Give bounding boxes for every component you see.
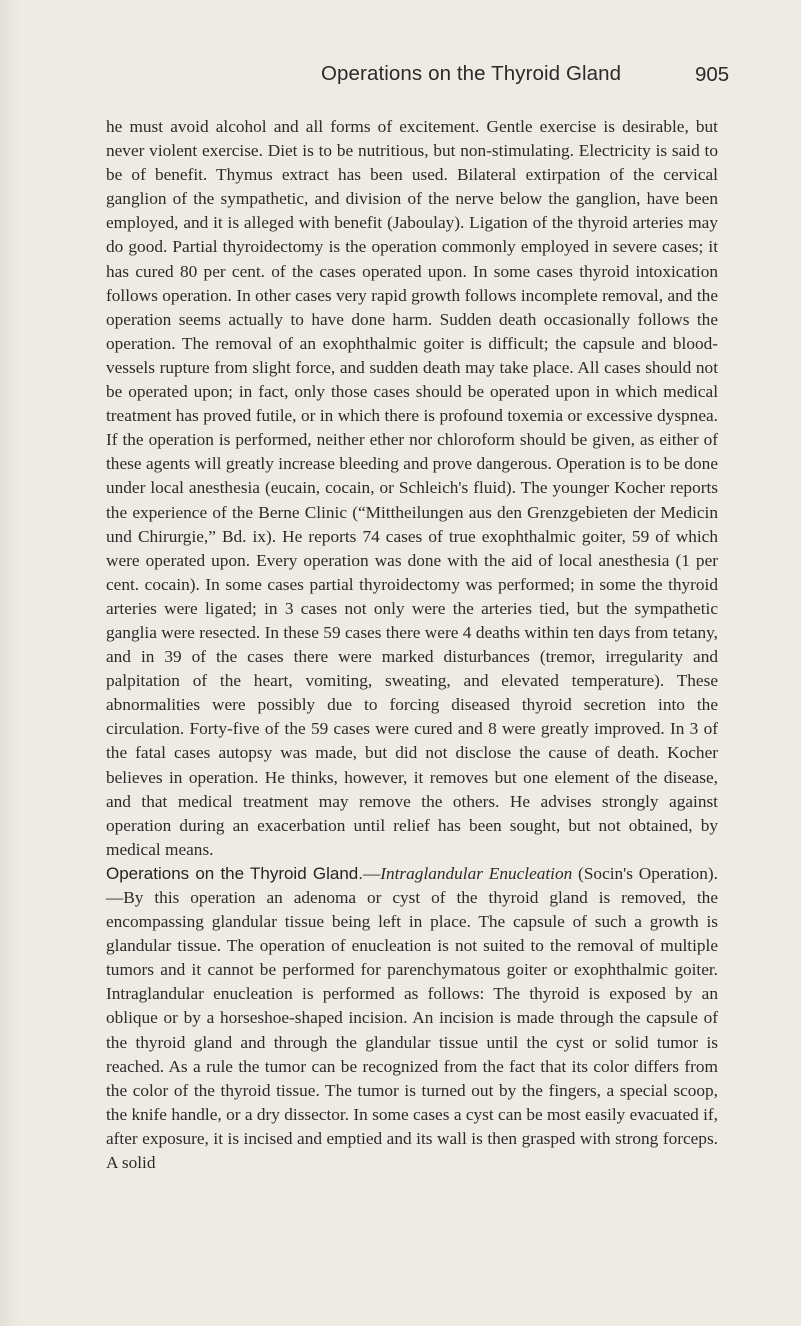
section-heading: Operations on the Thyroid Gland. [106,863,363,883]
body-text [106,115,718,1175]
paragraph-body: he must avoid alcohol and all forms of excitement. Gentle exercise is desirable, but never violent exercise. Diet is to be nutritious, but non-stimulating. Electricity is said to be of benefit. Thymus extract has been used. Bilateral extirpation of the cervical ganglion of the sympathetic, and division of the nerve below the ganglion, have been employed, and it is alleged with benefit (Jaboulay). Ligation of the thyroid arteries may do good. Partial thyroidectomy is the operation commonly employed in severe cases; it has cured 80 per cent. of the cases operated upon. In some cases thyroid intoxication follows operation. In other cases very rapid growth follows incomplete removal, and the operation seems actually to have done harm. Sudden death occasionally follows the operation. The removal of an exophthalmic goiter is difficult; the capsule and blood-vessels rupture from slight force, and sudden death may take place. All cases should not be operated upon; in fact, only those cases should be operated upon in which medical treatment has proved futile, or in which there is profound toxemia or excessive dyspnea. If the operation is performed, neither ether nor chloroform should be given, as either of these agents will greatly increase bleeding and prove dangerous. Operation is to be done under local anesthesia (eucain, cocain, or Schleich's fluid). The younger Kocher reports the experience of the Berne Clinic (“Mittheilungen aus den Grenzgebieten der Medicin und Chirurgie,” Bd. ix). He reports 74 cases of true exophthalmic goiter, 59 of which were operated upon. Every operation was done with the aid of local anesthesia (1 per cent. cocain). In some cases partial thyroidectomy was performed; in some the thyroid arteries were ligated; in 3 cases not only were the arteries tied, but the sympathetic ganglia were resected. In these 59 cases there were 4 deaths within ten days from tetany, and in 39 of the cases there were marked disturbances (tremor, irregularity and palpitation of the heart, vomiting, sweating, and elevated temperature). These abnormalities were possibly due to forcing diseased thyroid secretion into the circulation. Forty-five of the 59 cases were cured and 8 were greatly improved. In 3 of the fatal cases autopsy was made, but did not disclose the cause of death. Kocher believes in operation. He thinks, however, it removes but one element of the disease, and that medical treatment may remove the others. He advises strongly against operation during an exacerbation until relief has been sought, but not obtained, by medical means. [106,117,718,859]
section-body: —By this operation an adenoma or cyst of the thyroid gland is removed, the encompassing glandular tissue being left in place. The capsule of such a growth is glandular tissue. The operation of enucleation is not suited to the removal of multiple tumors and it cannot be performed for parenchymatous goiter or exophthalmic goiter. Intraglandular enucleation is performed as follows: The thyroid is exposed by an oblique or by a horseshoe-shaped incision. An incision is made through the capsule of the thyroid gland and through the glandular tissue until the cyst or solid tumor is reached. As a rule the tumor can be recognized from the fact that its color differs from the color of the thyroid tissue. The tumor is turned out by the fingers, a special scoop, the knife handle, or a dry dissector. In some cases a cyst can be most easily evacuated if, after exposure, it is incised and emptied and its wall is then grasped with strong forceps. A solid [106,888,718,1173]
section-lead: (Socin's Operation). [572,863,718,883]
page-header [0,62,801,102]
page-gutter-shadow [0,0,22,1326]
paragraph-section: Operations on the Thyroid Gland.—Intraglandular Enucleation (Socin's Operation).—By this operation an adenoma or cyst of the thyroid gland is removed, the encompassing glandular tissue being left in place. The capsule of such a growth is glandular tissue. The operation of enucleation is not suited to the removal of multiple tumors and it cannot be performed for parenchymatous goiter or exophthalmic goiter. Intraglandular enucleation is performed as follows: The thyroid is exposed by an oblique or by a horseshoe-shaped incision. An incision is made through the capsule of the thyroid gland and through the glandular tissue until the cyst or solid tumor is reached. As a rule the tumor can be recognized from the fact that its color differs from the color of the thyroid tissue. The tumor is turned out by the fingers, a special scoop, the knife handle, or a dry dissector. In some cases a cyst can be most easily evacuated if, after exposure, it is incised and emptied and its wall is then grasped with strong forceps. A solid [106,863,718,1173]
page-number: 905 [695,63,730,86]
running-title: Operations on the Thyroid Gland [321,62,622,85]
section-subheading: Intraglandular Enucleation [380,863,573,883]
